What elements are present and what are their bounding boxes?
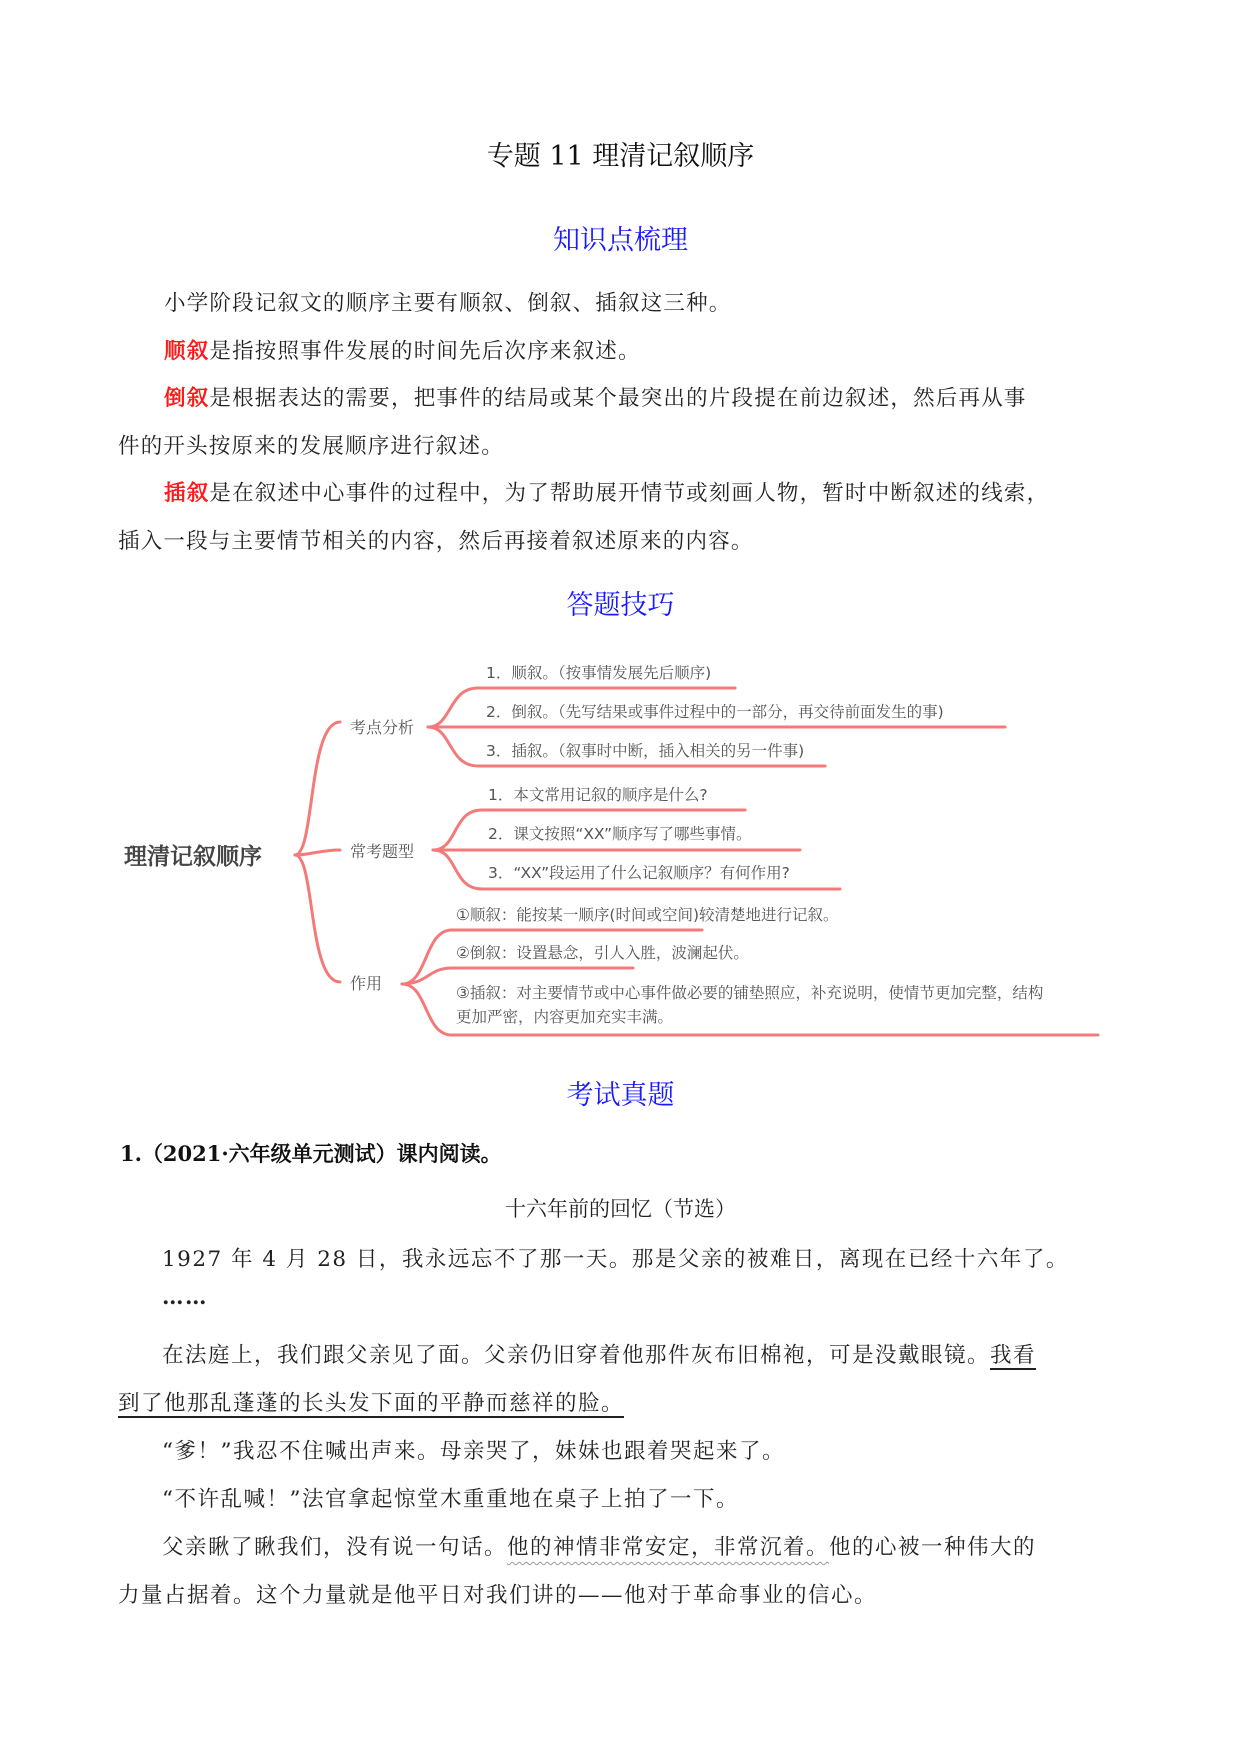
passage-line-2 <box>162 1338 1036 1369</box>
term-shunxu: 顺叙 <box>164 339 210 364</box>
mind-map-leaf: 2．课文按照“XX”顺序写了哪些事情。 <box>488 825 752 843</box>
question-header: 1.（2021·六年级单元测试）课内阅读。 <box>120 1141 502 1166</box>
mind-map-branch-3: 作用 <box>350 974 383 993</box>
connector-root-branch-1 <box>295 722 340 855</box>
document-title: 专题 11 理清记叙顺序 <box>486 141 755 172</box>
mind-map-leaf: 1．顺叙。（按事情发展先后顺序) <box>486 664 712 682</box>
mind-map-branch-1: 考点分析 <box>350 718 415 737</box>
term-chaxu: 插叙 <box>164 481 210 506</box>
passage-line-5 <box>162 1530 1036 1561</box>
passage-line-3: “爹！”我忍不住喊出声来。母亲哭了，妹妹也跟着哭起来了。 <box>162 1439 785 1464</box>
passage-line-4: “不许乱喊！”法官拿起惊堂木重重地在桌子上拍了一下。 <box>162 1487 739 1512</box>
daoxu-text-2: 件的开头按原来的发展顺序进行叙述。 <box>118 434 504 459</box>
mind-map-leaf: 2．倒叙。（先写结果或事件过程中的一部分，再交待前面发生的事) <box>486 703 944 721</box>
passage-line-6: 力量占据着。这个力量就是他平日对我们讲的——他对于革命事业的信心。 <box>118 1583 878 1608</box>
section-heading-exam: 考试真题 <box>566 1080 675 1111</box>
underlined-sentence-continued: 到了他那乱蓬蓬的长头发下面的平静而慈祥的脸。 <box>118 1391 625 1416</box>
mind-map-branch-2: 常考题型 <box>350 842 415 861</box>
passage-line-1: 1927 年 4 月 28 日，我永远忘不了那一天。那是父亲的被难日，离现在已经十六年了。 <box>162 1247 1069 1272</box>
section-heading-knowledge: 知识点梳理 <box>553 225 688 256</box>
section-heading-skills: 答题技巧 <box>566 590 675 621</box>
mind-map-leaf: ①顺叙：能按某一顺序(时间或空间)较清楚地进行记叙。 <box>456 906 839 924</box>
term-daoxu: 倒叙 <box>164 386 210 411</box>
passage-ellipsis: …… <box>162 1285 208 1310</box>
daoxu-text-1: 是根据表达的需要，把事件的结局或某个最突出的片段提在前边叙述，然后再从事 <box>209 386 1027 411</box>
wavy-underlined-sentence: 他的神情非常安定，非常沉着。 <box>507 1535 830 1560</box>
chaxu-text-2: 插入一段与主要情节相关的内容，然后再接着叙述原来的内容。 <box>118 529 754 554</box>
passage-text: 在法庭上，我们跟父亲见了面。父亲仍旧穿着他那件灰布旧棉袍，可是没戴眼镜。 <box>162 1343 991 1368</box>
mind-map-leaf: ③插叙：对主要情节或中心事件做必要的铺垫照应，补充说明，使情节更加完整，结构 <box>456 984 1044 1002</box>
passage-title: 十六年前的回忆（节选） <box>505 1197 736 1221</box>
passage-text: 他的心被一种伟大的 <box>829 1535 1037 1560</box>
underlined-sentence: 我看 <box>990 1343 1037 1368</box>
mind-map-leaf: ②倒叙：设置悬念，引人入胜，波澜起伏。 <box>456 944 749 962</box>
passage-text: 父亲瞅了瞅我们，没有说一句话。 <box>162 1535 508 1560</box>
connector-root-branch-3 <box>295 855 340 982</box>
mind-map-root: 理清记叙顺序 <box>124 844 262 870</box>
mind-map-leaf: 3．插叙。（叙事时中断，插入相关的另一件事) <box>486 742 805 760</box>
shunxu-text: 是指按照事件发展的时间先后次序来叙述。 <box>209 339 641 364</box>
mind-map-leaf: 1．本文常用记叙的顺序是什么? <box>488 786 708 804</box>
chaxu-text-1: 是在叙述中心事件的过程中，为了帮助展开情节或刻画人物，暂时中断叙述的线索， <box>209 481 1050 506</box>
knowledge-intro: 小学阶段记叙文的顺序主要有顺叙、倒叙、插叙这三种。 <box>164 291 732 316</box>
mind-map-leaf: 更加严密，内容更加充实丰满。 <box>456 1008 674 1026</box>
mind-map-leaf: 3．“XX”段运用了什么记叙顺序？有何作用? <box>488 864 790 882</box>
